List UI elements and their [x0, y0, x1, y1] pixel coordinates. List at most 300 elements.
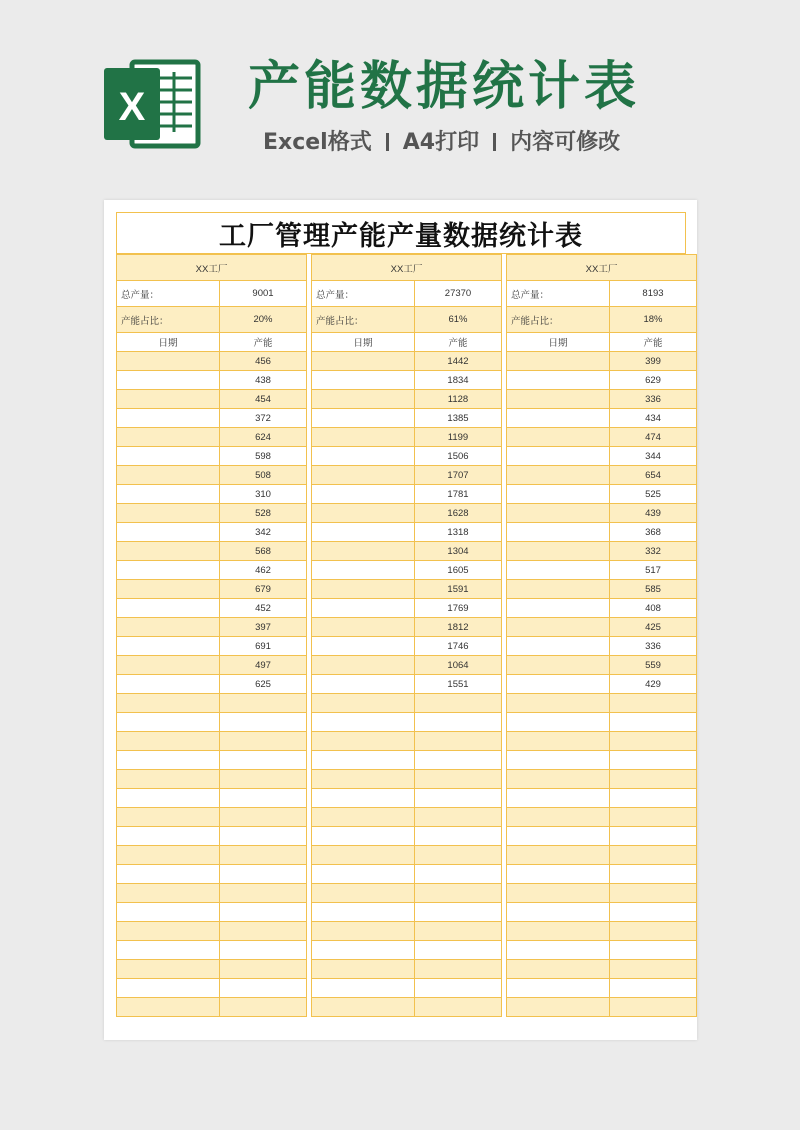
date-cell[interactable]	[312, 504, 415, 523]
table-row	[312, 485, 502, 504]
capacity-cell[interactable]	[610, 808, 697, 827]
ratio-value[interactable]: 61%	[415, 307, 502, 333]
capacity-cell[interactable]: 598	[220, 447, 307, 466]
table-row	[507, 542, 697, 561]
table-row	[117, 466, 307, 485]
date-cell[interactable]	[117, 390, 220, 409]
date-cell[interactable]	[117, 466, 220, 485]
date-cell[interactable]	[507, 542, 610, 561]
capacity-cell[interactable]: 1591	[415, 580, 502, 599]
date-cell[interactable]	[312, 352, 415, 371]
capacity-cell[interactable]	[415, 922, 502, 941]
factory-tables	[116, 254, 686, 1017]
capacity-cell[interactable]	[415, 732, 502, 751]
capacity-cell[interactable]: 336	[610, 390, 697, 409]
table-row	[117, 390, 307, 409]
table-row	[117, 884, 307, 903]
table-row	[312, 580, 502, 599]
table-row	[507, 979, 697, 998]
date-cell[interactable]	[507, 561, 610, 580]
date-cell[interactable]	[117, 732, 220, 751]
table-row	[507, 599, 697, 618]
table-row	[312, 903, 502, 922]
date-cell[interactable]	[117, 504, 220, 523]
capacity-cell[interactable]: 1605	[415, 561, 502, 580]
date-cell[interactable]	[117, 808, 220, 827]
table-row	[117, 789, 307, 808]
capacity-cell[interactable]	[220, 751, 307, 770]
capacity-cell[interactable]	[220, 903, 307, 922]
table-row	[117, 808, 307, 827]
date-cell[interactable]	[312, 922, 415, 941]
table-row	[507, 466, 697, 485]
capacity-cell[interactable]: 368	[610, 523, 697, 542]
date-cell[interactable]	[312, 447, 415, 466]
table-row	[312, 770, 502, 789]
table-row	[117, 941, 307, 960]
capacity-cell[interactable]: 342	[220, 523, 307, 542]
capacity-cell[interactable]	[415, 827, 502, 846]
table-row	[507, 485, 697, 504]
table-row	[117, 751, 307, 770]
factory-table	[506, 254, 697, 1017]
date-cell[interactable]	[507, 789, 610, 808]
capacity-cell[interactable]: 1781	[415, 485, 502, 504]
table-row	[117, 580, 307, 599]
capacity-cell[interactable]	[610, 998, 697, 1017]
capacity-cell[interactable]	[610, 751, 697, 770]
capacity-cell[interactable]	[220, 694, 307, 713]
date-cell[interactable]	[312, 542, 415, 561]
capacity-cell[interactable]: 654	[610, 466, 697, 485]
capacity-cell[interactable]	[415, 903, 502, 922]
capacity-cell[interactable]: 625	[220, 675, 307, 694]
date-cell[interactable]	[507, 675, 610, 694]
capacity-cell[interactable]	[415, 770, 502, 789]
date-cell[interactable]	[117, 637, 220, 656]
date-cell[interactable]	[507, 485, 610, 504]
capacity-cell[interactable]	[610, 960, 697, 979]
capacity-cell[interactable]: 1064	[415, 656, 502, 675]
date-cell[interactable]	[117, 542, 220, 561]
capacity-cell[interactable]: 559	[610, 656, 697, 675]
table-row	[117, 960, 307, 979]
date-cell[interactable]	[507, 846, 610, 865]
date-cell[interactable]	[507, 960, 610, 979]
date-cell[interactable]	[117, 960, 220, 979]
table-row	[117, 561, 307, 580]
date-cell[interactable]	[117, 580, 220, 599]
date-cell[interactable]	[117, 884, 220, 903]
table-row	[117, 770, 307, 789]
capacity-cell[interactable]: 332	[610, 542, 697, 561]
capacity-cell[interactable]: 1551	[415, 675, 502, 694]
date-cell[interactable]	[117, 789, 220, 808]
capacity-cell[interactable]	[220, 789, 307, 808]
capacity-cell[interactable]	[220, 770, 307, 789]
capacity-cell[interactable]	[415, 884, 502, 903]
logo-letter: X	[118, 85, 146, 129]
table-row	[117, 865, 307, 884]
date-cell[interactable]	[312, 808, 415, 827]
date-cell[interactable]	[312, 580, 415, 599]
date-cell[interactable]	[117, 998, 220, 1017]
capacity-cell[interactable]: 528	[220, 504, 307, 523]
date-cell[interactable]	[507, 504, 610, 523]
table-row	[117, 656, 307, 675]
capacity-cell[interactable]	[415, 751, 502, 770]
total-value[interactable]: 8193	[610, 281, 697, 307]
total-value[interactable]: 27370	[415, 281, 502, 307]
capacity-cell[interactable]	[415, 979, 502, 998]
date-cell[interactable]	[117, 409, 220, 428]
date-cell[interactable]	[507, 998, 610, 1017]
date-cell[interactable]	[507, 751, 610, 770]
table-row	[507, 827, 697, 846]
table-row	[312, 599, 502, 618]
capacity-cell[interactable]: 429	[610, 675, 697, 694]
capacity-cell[interactable]: 456	[220, 352, 307, 371]
table-row	[117, 352, 307, 371]
date-cell[interactable]	[117, 428, 220, 447]
table-row	[117, 523, 307, 542]
capacity-cell[interactable]	[220, 922, 307, 941]
feature-separator	[493, 133, 496, 151]
capacity-cell[interactable]	[610, 846, 697, 865]
date-cell[interactable]	[507, 941, 610, 960]
date-cell[interactable]	[507, 808, 610, 827]
capacity-cell[interactable]	[415, 941, 502, 960]
table-row	[507, 428, 697, 447]
table-row	[507, 922, 697, 941]
date-cell[interactable]	[312, 675, 415, 694]
table-row	[312, 409, 502, 428]
capacity-cell[interactable]: 1304	[415, 542, 502, 561]
capacity-cell[interactable]: 1628	[415, 504, 502, 523]
capacity-cell[interactable]: 438	[220, 371, 307, 390]
capacity-cell[interactable]: 585	[610, 580, 697, 599]
capacity-cell[interactable]: 1769	[415, 599, 502, 618]
date-cell[interactable]	[507, 865, 610, 884]
capacity-cell[interactable]	[415, 789, 502, 808]
capacity-cell[interactable]: 1834	[415, 371, 502, 390]
table-row	[312, 922, 502, 941]
table-row	[312, 884, 502, 903]
date-cell[interactable]	[117, 979, 220, 998]
capacity-cell[interactable]: 1128	[415, 390, 502, 409]
date-cell[interactable]	[117, 447, 220, 466]
capacity-cell[interactable]	[415, 694, 502, 713]
capacity-cell[interactable]: 1707	[415, 466, 502, 485]
capacity-cell[interactable]: 679	[220, 580, 307, 599]
capacity-cell[interactable]	[610, 827, 697, 846]
capacity-cell[interactable]	[415, 960, 502, 979]
capacity-cell[interactable]	[415, 713, 502, 732]
date-cell[interactable]	[507, 694, 610, 713]
table-row	[312, 846, 502, 865]
date-cell[interactable]	[507, 713, 610, 732]
capacity-cell[interactable]: 336	[610, 637, 697, 656]
date-cell[interactable]	[312, 941, 415, 960]
table-row	[312, 542, 502, 561]
table-row	[117, 694, 307, 713]
table-row	[117, 618, 307, 637]
table-row	[507, 732, 697, 751]
date-cell[interactable]	[312, 428, 415, 447]
capacity-cell[interactable]: 474	[610, 428, 697, 447]
date-cell[interactable]	[507, 447, 610, 466]
capacity-cell[interactable]: 1199	[415, 428, 502, 447]
capacity-cell[interactable]: 1442	[415, 352, 502, 371]
date-cell[interactable]	[117, 922, 220, 941]
capacity-cell[interactable]	[220, 960, 307, 979]
date-cell[interactable]	[117, 827, 220, 846]
date-cell[interactable]	[312, 523, 415, 542]
capacity-cell[interactable]: 408	[610, 599, 697, 618]
capacity-cell[interactable]	[220, 884, 307, 903]
capacity-cell[interactable]	[220, 827, 307, 846]
date-cell[interactable]	[312, 618, 415, 637]
capacity-cell[interactable]: 691	[220, 637, 307, 656]
capacity-cell[interactable]: 372	[220, 409, 307, 428]
table-row	[312, 428, 502, 447]
date-cell[interactable]	[312, 751, 415, 770]
ratio-value[interactable]: 20%	[220, 307, 307, 333]
feature-separator	[386, 133, 389, 151]
capacity-cell[interactable]: 624	[220, 428, 307, 447]
date-cell[interactable]	[117, 694, 220, 713]
table-row	[312, 751, 502, 770]
capacity-cell[interactable]	[220, 808, 307, 827]
capacity-cell[interactable]	[415, 846, 502, 865]
table-row	[312, 941, 502, 960]
date-cell[interactable]	[507, 580, 610, 599]
date-cell[interactable]	[312, 637, 415, 656]
date-cell[interactable]	[312, 713, 415, 732]
capacity-cell[interactable]: 452	[220, 599, 307, 618]
capacity-cell[interactable]	[220, 979, 307, 998]
date-cell[interactable]	[117, 751, 220, 770]
capacity-cell[interactable]	[415, 865, 502, 884]
capacity-cell[interactable]: 517	[610, 561, 697, 580]
date-cell[interactable]	[507, 409, 610, 428]
feature-format: Excel格式	[263, 130, 372, 155]
factory-name[interactable]: XX工厂	[312, 255, 502, 281]
date-cell[interactable]	[507, 523, 610, 542]
capacity-cell[interactable]	[610, 922, 697, 941]
capacity-cell[interactable]: 425	[610, 618, 697, 637]
table-row	[117, 846, 307, 865]
capacity-cell[interactable]: 568	[220, 542, 307, 561]
table-row	[507, 561, 697, 580]
capacity-cell[interactable]: 399	[610, 352, 697, 371]
date-cell[interactable]	[117, 352, 220, 371]
date-cell[interactable]	[117, 618, 220, 637]
date-cell[interactable]	[507, 827, 610, 846]
factory-name[interactable]: XX工厂	[117, 255, 307, 281]
table-row	[117, 675, 307, 694]
date-cell[interactable]	[312, 979, 415, 998]
capacity-cell[interactable]: 1385	[415, 409, 502, 428]
capacity-cell[interactable]	[610, 789, 697, 808]
date-cell[interactable]	[507, 637, 610, 656]
date-cell[interactable]	[312, 694, 415, 713]
capacity-cell[interactable]: 1812	[415, 618, 502, 637]
capacity-cell[interactable]: 629	[610, 371, 697, 390]
table-row	[312, 960, 502, 979]
excel-logo-icon	[102, 58, 202, 150]
date-cell[interactable]	[117, 846, 220, 865]
sheet-title: 工厂管理产能产量数据统计表	[116, 212, 686, 254]
factory-table	[311, 254, 502, 1017]
table-row	[117, 504, 307, 523]
table-row	[507, 903, 697, 922]
date-cell[interactable]	[312, 485, 415, 504]
date-cell[interactable]	[117, 485, 220, 504]
ratio-label: 产能占比：	[312, 307, 415, 333]
banner-features	[263, 126, 620, 160]
table-row	[507, 447, 697, 466]
date-cell[interactable]	[312, 903, 415, 922]
capacity-cell[interactable]	[220, 732, 307, 751]
table-row	[312, 504, 502, 523]
table-row	[117, 447, 307, 466]
date-cell[interactable]	[507, 371, 610, 390]
date-cell[interactable]	[507, 922, 610, 941]
date-cell[interactable]	[312, 789, 415, 808]
capacity-cell[interactable]	[220, 713, 307, 732]
capacity-cell[interactable]: 310	[220, 485, 307, 504]
date-cell[interactable]	[507, 979, 610, 998]
capacity-cell[interactable]: 454	[220, 390, 307, 409]
date-cell[interactable]	[117, 941, 220, 960]
date-cell[interactable]	[507, 618, 610, 637]
factory-name[interactable]: XX工厂	[507, 255, 697, 281]
date-cell[interactable]	[312, 827, 415, 846]
ratio-value[interactable]: 18%	[610, 307, 697, 333]
capacity-cell[interactable]	[610, 770, 697, 789]
capacity-cell[interactable]: 439	[610, 504, 697, 523]
date-cell[interactable]	[312, 998, 415, 1017]
date-cell[interactable]	[312, 656, 415, 675]
capacity-cell[interactable]	[610, 865, 697, 884]
capacity-cell[interactable]: 1318	[415, 523, 502, 542]
capacity-cell[interactable]	[610, 732, 697, 751]
date-cell[interactable]	[507, 770, 610, 789]
capacity-cell[interactable]: 525	[610, 485, 697, 504]
date-cell[interactable]	[117, 903, 220, 922]
date-cell[interactable]	[507, 466, 610, 485]
capacity-cell[interactable]	[220, 865, 307, 884]
capacity-cell[interactable]: 434	[610, 409, 697, 428]
date-cell[interactable]	[312, 884, 415, 903]
date-cell[interactable]	[312, 371, 415, 390]
table-row	[312, 656, 502, 675]
date-cell[interactable]	[117, 561, 220, 580]
date-cell[interactable]	[507, 352, 610, 371]
table-row	[507, 789, 697, 808]
date-cell[interactable]	[117, 599, 220, 618]
date-cell[interactable]	[312, 561, 415, 580]
table-row	[312, 466, 502, 485]
table-row	[117, 409, 307, 428]
date-cell[interactable]	[312, 960, 415, 979]
date-cell[interactable]	[312, 865, 415, 884]
date-cell[interactable]	[507, 599, 610, 618]
date-cell[interactable]	[312, 770, 415, 789]
capacity-cell[interactable]: 462	[220, 561, 307, 580]
date-cell[interactable]	[312, 599, 415, 618]
table-row	[507, 884, 697, 903]
capacity-cell[interactable]: 344	[610, 447, 697, 466]
table-row	[312, 694, 502, 713]
table-row	[507, 770, 697, 789]
table-row	[312, 675, 502, 694]
table-row	[507, 352, 697, 371]
sheet-grid	[116, 212, 686, 1017]
table-row	[117, 542, 307, 561]
capacity-cell[interactable]	[220, 941, 307, 960]
capacity-cell[interactable]	[610, 903, 697, 922]
capacity-cell[interactable]	[610, 979, 697, 998]
capacity-cell[interactable]	[610, 884, 697, 903]
date-cell[interactable]	[312, 466, 415, 485]
date-cell[interactable]	[507, 903, 610, 922]
capacity-cell[interactable]: 397	[220, 618, 307, 637]
capacity-cell[interactable]: 497	[220, 656, 307, 675]
date-cell[interactable]	[117, 713, 220, 732]
date-cell[interactable]	[117, 865, 220, 884]
date-cell[interactable]	[507, 884, 610, 903]
date-cell[interactable]	[312, 732, 415, 751]
capacity-cell[interactable]	[610, 713, 697, 732]
table-row	[312, 618, 502, 637]
date-cell[interactable]	[117, 371, 220, 390]
capacity-cell[interactable]	[415, 998, 502, 1017]
capacity-cell[interactable]	[220, 846, 307, 865]
capacity-cell[interactable]: 1506	[415, 447, 502, 466]
date-cell[interactable]	[117, 770, 220, 789]
table-row	[117, 428, 307, 447]
capacity-cell[interactable]	[415, 808, 502, 827]
table-row	[117, 998, 307, 1017]
date-cell[interactable]	[117, 675, 220, 694]
date-cell[interactable]	[117, 523, 220, 542]
table-row	[312, 561, 502, 580]
table-row	[312, 637, 502, 656]
capacity-cell[interactable]: 508	[220, 466, 307, 485]
table-row	[312, 827, 502, 846]
date-cell[interactable]	[507, 390, 610, 409]
table-row	[507, 618, 697, 637]
total-value[interactable]: 9001	[220, 281, 307, 307]
date-cell[interactable]	[312, 409, 415, 428]
date-cell[interactable]	[507, 656, 610, 675]
table-row	[507, 371, 697, 390]
capacity-cell[interactable]	[610, 941, 697, 960]
table-row	[507, 694, 697, 713]
table-row	[312, 865, 502, 884]
table-row	[117, 827, 307, 846]
capacity-cell[interactable]	[220, 998, 307, 1017]
date-cell[interactable]	[507, 732, 610, 751]
date-cell[interactable]	[507, 428, 610, 447]
capacity-cell[interactable]: 1746	[415, 637, 502, 656]
capacity-cell[interactable]	[610, 694, 697, 713]
date-cell[interactable]	[312, 846, 415, 865]
date-cell[interactable]	[312, 390, 415, 409]
date-cell[interactable]	[117, 656, 220, 675]
